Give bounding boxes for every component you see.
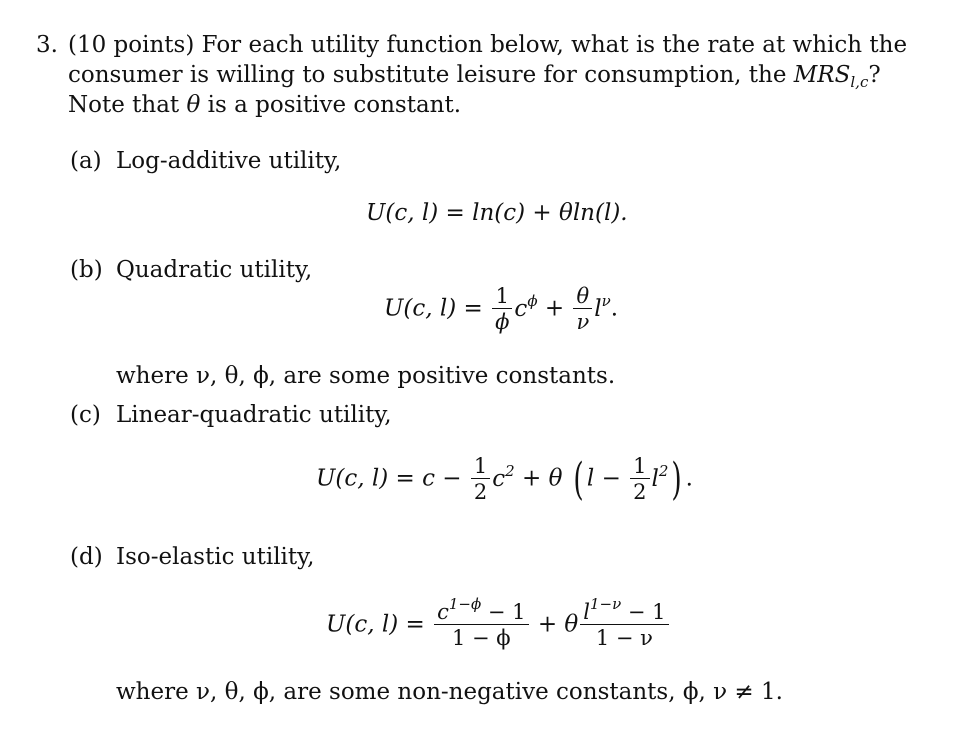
part-d-frac2-num-tail: − 1: [621, 600, 666, 624]
part-c-inner-pre: l −: [586, 465, 621, 492]
problem-text: [68, 30, 936, 120]
mrs-symbol: MRS: [793, 62, 851, 88]
part-c-inner-exp: 2: [658, 461, 669, 480]
part-c-frac2-den: 2: [630, 478, 649, 505]
part-c-inner-base: l: [651, 465, 659, 492]
part-d-frac1-num-tail: − 1: [481, 600, 526, 624]
part-c-equation: [316, 454, 693, 505]
part-b-term1-exp: ϕ: [527, 291, 538, 310]
part-c-plus-theta: + θ: [521, 465, 563, 492]
part-b-where: where ν, θ, ϕ, are some positive constants.: [116, 363, 616, 389]
part-d-title: Iso-elastic utility,: [116, 544, 315, 570]
problem-line-3-end: is a positive constant.: [200, 92, 462, 118]
part-c-fraction-2: [630, 454, 649, 505]
part-b-heading: [70, 255, 312, 285]
part-d-plus-theta: + θ: [537, 611, 579, 638]
part-c-label: (c): [70, 402, 101, 428]
part-b-plus: +: [544, 295, 565, 322]
part-c-heading: [70, 400, 392, 430]
part-c-term1-base: c: [492, 465, 506, 492]
part-d-frac2-den: 1 − ν: [580, 624, 668, 651]
part-c-end: .: [685, 465, 693, 492]
part-b-term2-exp: ν: [601, 291, 611, 310]
part-b-title: Quadratic utility,: [116, 257, 313, 283]
part-a-equation: U(c, l) = ln(c) + θln(l).: [366, 200, 628, 226]
part-b-frac1-den: ϕ: [492, 308, 512, 335]
part-d-fraction-2: [580, 595, 668, 651]
part-c-term1-exp: 2: [505, 461, 515, 480]
part-c-inner-term: [651, 461, 669, 492]
problem-line-2: [68, 60, 936, 90]
part-c-lhs: U(c, l) = c −: [316, 465, 462, 492]
part-d-frac1-num: [434, 595, 528, 624]
problem-line-3: [68, 90, 936, 120]
part-b-frac2-num: θ: [576, 284, 590, 308]
part-b-end: .: [610, 295, 619, 322]
part-b-fraction-1: [492, 284, 512, 335]
part-d-where: where ν, θ, ϕ, are some non-negative constants, ϕ, ν ≠ 1.: [116, 679, 783, 705]
part-d-frac2-num-base: l: [583, 600, 590, 624]
part-c-fraction-1: [471, 454, 490, 505]
theta-symbol: θ: [186, 92, 201, 118]
part-a-label: (a): [70, 148, 102, 174]
part-d-frac2-num: [580, 595, 668, 624]
problem-line-2-text: consumer is willing to substitute leisure for consumption, the: [68, 62, 794, 88]
part-d-frac1-den: 1 − ϕ: [434, 624, 528, 651]
problem-statement: [36, 30, 936, 120]
part-a-title: Log-additive utility,: [116, 148, 342, 174]
part-c-frac1-num: 1: [473, 454, 488, 478]
part-c-frac2-num: 1: [633, 454, 647, 478]
part-c-term1: [492, 461, 515, 492]
part-d-frac1-num-exp: 1−ϕ: [448, 595, 482, 613]
part-b-frac1-num: 1: [495, 284, 509, 308]
part-d-fraction-1: [434, 595, 528, 651]
part-d-frac1-num-base: c: [437, 600, 449, 624]
part-d-lhs: U(c, l) =: [326, 611, 425, 638]
part-b-lhs: U(c, l) =: [384, 295, 483, 322]
part-c-left-paren: (: [573, 453, 584, 505]
part-b-term1: [514, 291, 538, 322]
part-b-term2-base: l: [594, 295, 602, 322]
part-b-term1-base: c: [514, 295, 528, 322]
part-c-title: Linear-quadratic utility,: [116, 402, 392, 428]
problem-line-3-text: Note that: [68, 92, 187, 118]
part-b-fraction-2: [573, 284, 592, 335]
part-d-equation: [326, 595, 671, 651]
problem-number: 3.: [36, 32, 58, 58]
part-c-right-paren: ): [671, 453, 683, 505]
part-d-heading: [70, 542, 314, 572]
part-c-frac1-den: 2: [471, 478, 490, 505]
part-d-label: (d): [70, 544, 103, 570]
part-b-label: (b): [70, 257, 103, 283]
part-b-term2: [594, 291, 611, 322]
part-b-frac2-den: ν: [573, 308, 592, 335]
part-b-equation: [384, 284, 618, 335]
mrs-subscript: l,c: [850, 73, 869, 91]
problem-line-1: (10 points) For each utility function below, what is the rate at which the: [68, 32, 908, 58]
part-a-heading: [70, 146, 341, 176]
problem-line-2-end: ?: [868, 62, 881, 88]
part-d-frac2-num-exp: 1−ν: [589, 595, 622, 613]
